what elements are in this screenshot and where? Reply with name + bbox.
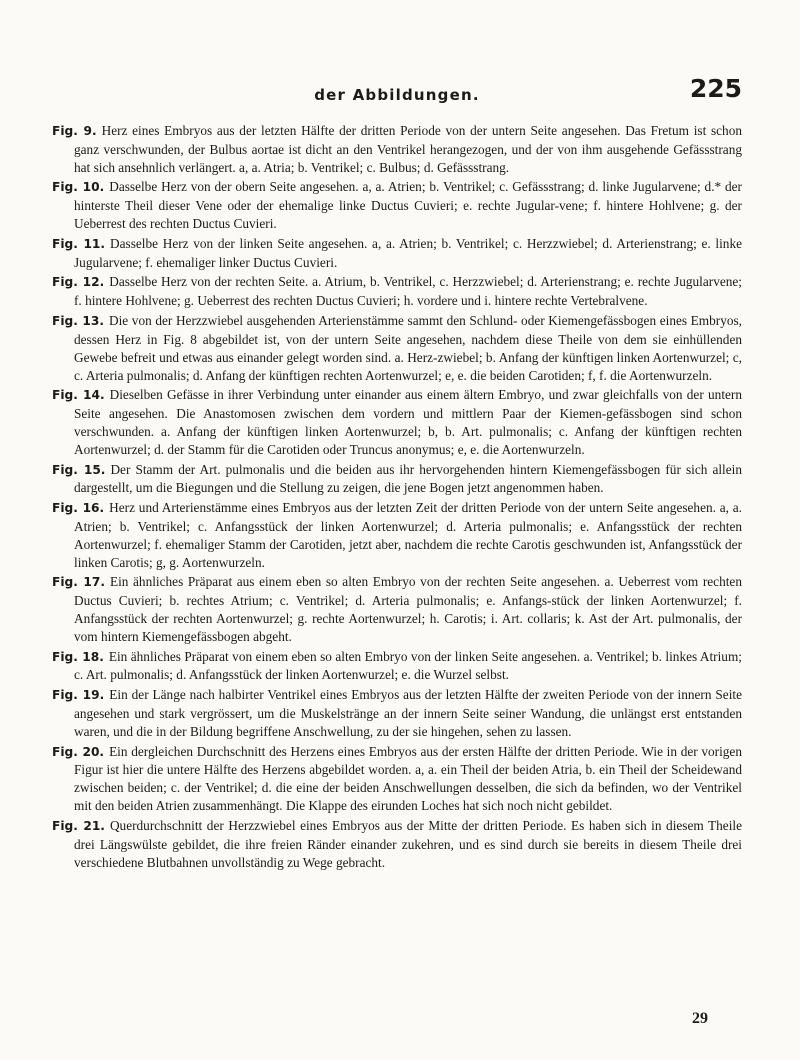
figure-caption — [52, 122, 742, 177]
figure-description: Herz und Arterienstämme eines Embryos aus der letzten Zeit der dritten Periode von der untern Seite angesehen. a, a. Atrien; b. Ventrikel; c. Anfangsstück der linken Aortenwurzel; d. Arteria pulmonalis; e. Anfangsstück der rechten Aortenwurzel; f. ehemaliger Stamm der Carotiden, jetzt aber, nachdem die rechte Carotis geschwunden ist, Anfangsstück der linken Carotis; g, g. Aortenwurzeln. — [74, 500, 742, 570]
figure-description: Querdurchschnitt der Herzzwiebel eines Embryos aus der Mitte der dritten Periode. Es haben sich in diesem Theile drei Längswülste gebildet, die ihre freien Ränder einander zukehren, und es sind durch sie bereits in diesem Theile drei verschiedene Blutbahnen unvollständig zu Wege gebracht. — [74, 817, 742, 870]
figure-description: Ein der Länge nach halbirter Ventrikel eines Embryos aus der letzten Hälfte der zweiten Periode von der innern Seite angesehen und stark vergrössert, um die Muskelstränge an der innern Seite seiner Wandung, die unlängst erst entstanden waren, und die in der Bildung begriffene Anschwellung, zu der sie hingehen, sehen zu lassen. — [74, 687, 742, 739]
figure-caption — [52, 648, 742, 685]
figure-description: Ein ähnliches Präparat aus einem eben so alten Embryo von der rechten Seite angesehen. a. Ueberrest vom rechten Ductus Cuvieri; b. rechtes Atrium; c. Ventrikel; d. Arteria pulmonalis; e. Anfangs-stück der linken Aortenwurzel; f. Anfangsstück der rechten Aortenwurzel; g. rechte Aortenwurzel; h. Carotis; i. Art. collaris; k. Ast der Art. pulmonalis, der vom hintern Kiemengefässbogen abgeht. — [74, 574, 742, 644]
page-number: 225 — [689, 74, 742, 103]
figure-label: Fig. 13. — [52, 314, 104, 328]
figure-caption — [52, 499, 742, 571]
figure-label: Fig. 10. — [52, 180, 105, 195]
figure-caption — [52, 461, 742, 498]
figure-label: Fig. 12. — [52, 275, 105, 290]
figure-label: Fig. 17. — [52, 575, 105, 590]
figure-caption — [52, 573, 742, 645]
figure-description: Dasselbe Herz von der rechten Seite. a. Atrium, b. Ventrikel, c. Herzzwiebel; d. Arterienstrang; e. rechte Jugularvene; f. hintere Hohlvene; g. Ueberrest des rechten Ductus Cuvieri; h. vordere und i. hintere rechte Vertebralvene. — [74, 274, 742, 309]
printer-signature: 29 — [692, 1010, 708, 1027]
running-header — [52, 74, 742, 110]
figure-caption — [52, 686, 742, 741]
figure-label: Fig. 15. — [52, 462, 106, 477]
figure-description: Dasselbe Herz von der obern Seite angesehen. a, a. Atrien; b. Ventrikel; c. Gefässstrang; d. linke Jugularvene; d.* der hinterste Theil dieser Vene oder der ehemalige linke Ductus Cuvieri; e. rechte Jugular-vene; f. hintere Hohlvene; g. der Ueberrest des rechten Ductus Cuvieri. — [74, 179, 742, 232]
figure-caption — [52, 817, 742, 872]
figure-label: Fig. 20. — [52, 744, 105, 759]
figure-description: Herz eines Embryos aus der letzten Hälfte der dritten Periode von der untern Seite angesehen. Das Fretum ist schon ganz verschwunden, der Bulbus aortae ist dicht an den Ventrikel herangezogen, und der von ihm ausgehende Gefässstrang hat sich ansehnlich verlängert. a, a. Atria; b. Ventrikel; c. Bulbus; d. Gefässstrang. — [74, 123, 742, 175]
figure-description: Dasselbe Herz von der linken Seite angesehen. a, a. Atrien; b. Ventrikel; c. Herzzwiebel; d. Arterienstrang; e. linke Jugularvene; f. ehemaliger linker Ductus Cuvieri. — [74, 235, 742, 270]
figure-description: Ein ähnliches Präparat von einem eben so alten Embryo von der linken Seite angesehen. a. Ventrikel; b. linkes Atrium; c. Art. pulmonalis; d. Anfangsstück der linken Aortenwurzel; e. die Wurzel selbst. — [74, 648, 742, 683]
figure-caption — [52, 273, 742, 310]
figure-caption — [52, 743, 742, 815]
figure-caption — [52, 178, 742, 233]
figure-caption — [52, 386, 742, 458]
figure-caption — [52, 312, 742, 384]
figure-description: Ein dergleichen Durchschnitt des Herzens eines Embryos aus der ersten Hälfte der dritten Periode. Wie in der vorigen Figur ist hier die untere Hälfte des Herzens abgebildet worden. a, a. ein Theil der beiden Atria, b. ein Theil der Scheidewand zwischen beiden; c. der Ventrikel; d. die eine der beiden Anschwellungen desselben, die sich da befinden, wo der Ventrikel mit den beiden Atrien zusammenhängt. Die Klappe des eirunden Loches hat sich noch nicht gebildet. — [74, 743, 742, 814]
figure-description: Der Stamm der Art. pulmonalis und die beiden aus ihr hervorgehenden hintern Kiemengefässbogen für sich allein dargestellt, um die Biegungen und die Stellung zu zeigen, die jene Bogen jetzt angenommen haben. — [74, 461, 742, 496]
book-page — [52, 74, 742, 1034]
figure-label: Fig. 19. — [52, 688, 105, 703]
figure-label: Fig. 16. — [52, 501, 105, 516]
figure-label: Fig. 14. — [52, 388, 105, 403]
figure-description: Die von der Herzzwiebel ausgehenden Arterienstämme sammt den Schlund- oder Kiemengefässbogen eines Embryos, dessen Herz in Fig. 8 abgebildet ist, von der untern Seite angesehen, nachdem diese Theile von dem sie einhüllenden Gewebe befreit und etwas aus einander gelegt worden sind. a. Herz-zwiebel; b. Anfang der künftigen linken Aortenwurzel; c, c. Arteria pulmonalis; d. Anfang der künftigen rechten Aortenwurzel; e, e. die beiden Carotiden; f, f. die Aortenwurzeln. — [74, 313, 742, 383]
figure-label: Fig. 11. — [52, 236, 106, 251]
figure-caption — [52, 235, 742, 272]
figure-captions — [52, 122, 742, 871]
running-title: der Abbildungen. — [314, 86, 480, 104]
figure-label: Fig. 9. — [52, 124, 97, 138]
figure-description: Dieselben Gefässe in ihrer Verbindung unter einander aus einem ältern Embryo, und zwar gleichfalls von der untern Seite angesehen. Die Anastomosen zwischen dem vordern und mittlern Paar der Kiemen-gefässbogen sind schon verschwunden. a. Anfang der künftigen linken Aortenwurzel; b, b. Art. pulmonalis; c. Anfang der künftigen rechten Aortenwurzel; d. der Stamm für die Carotiden oder Truncus anonymus; e, e. die Aortenwurzeln. — [74, 387, 742, 457]
figure-label: Fig. 18. — [52, 649, 104, 664]
figure-label: Fig. 21. — [52, 818, 105, 833]
